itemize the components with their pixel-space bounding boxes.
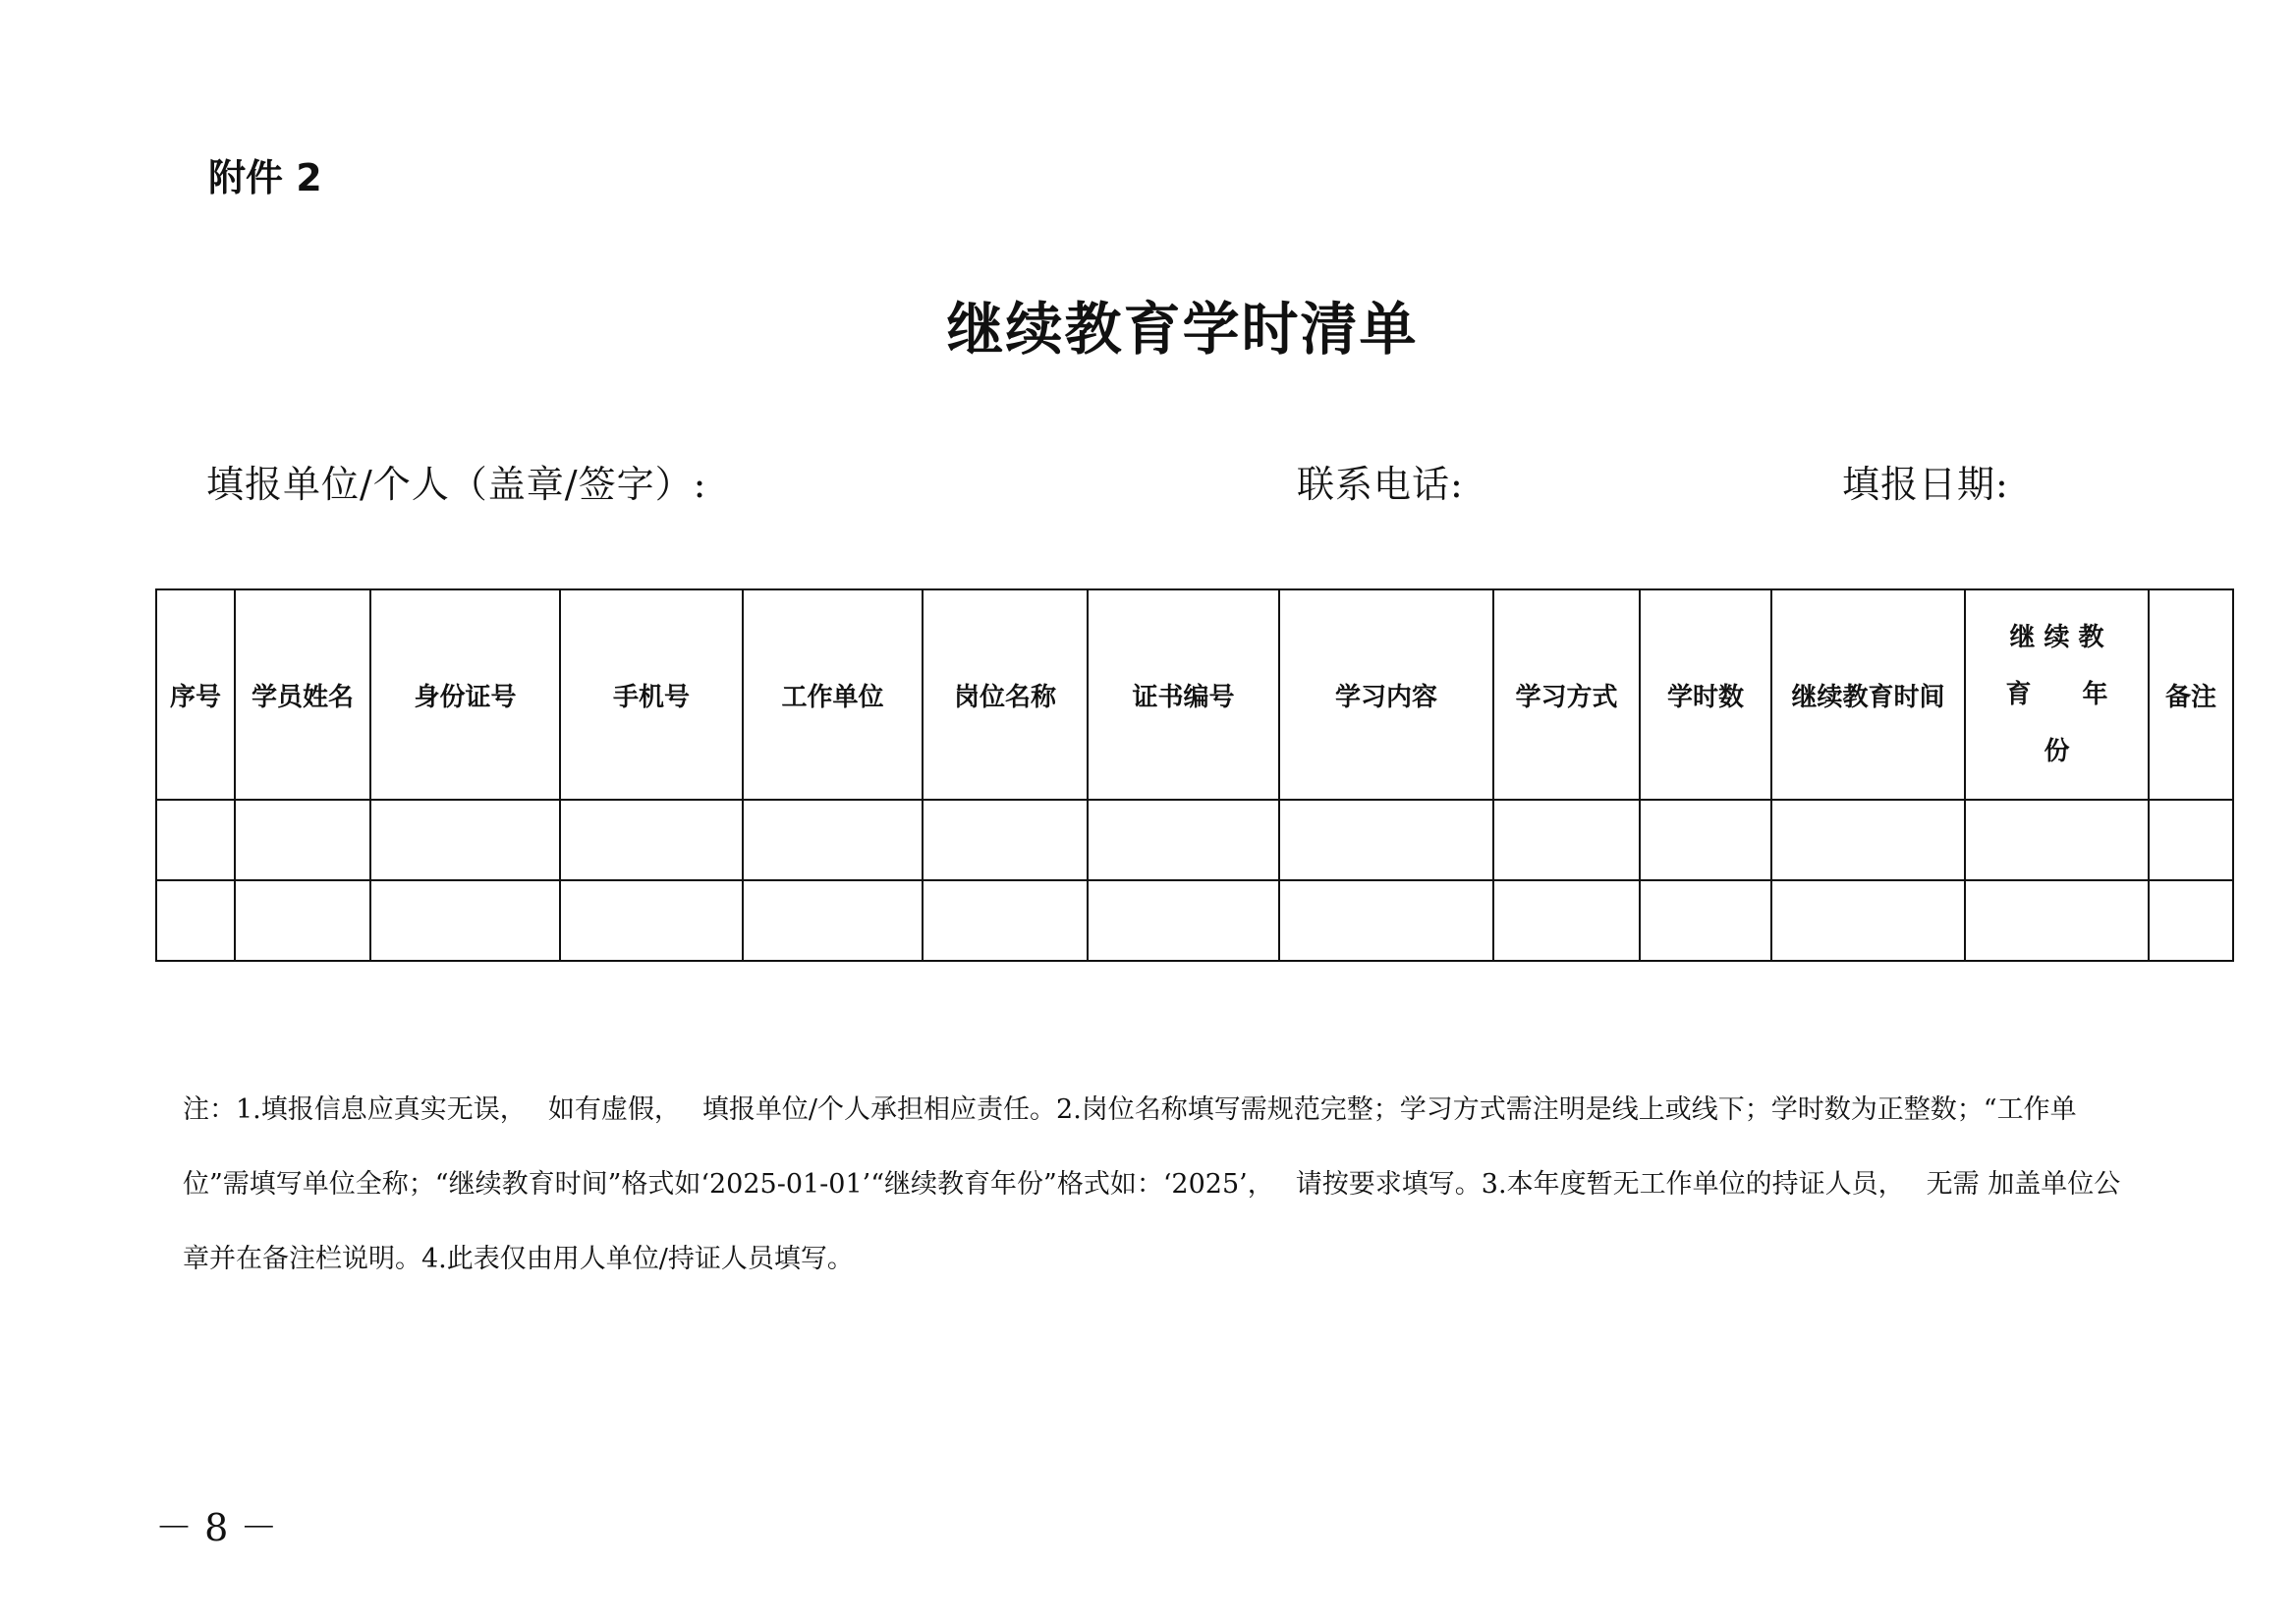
table-cell[interactable] <box>156 880 235 961</box>
col-header-education-time: 继续教育时间 <box>1771 589 1965 800</box>
table-cell[interactable] <box>1493 880 1640 961</box>
col-header-study-content: 学习内容 <box>1279 589 1493 800</box>
table-cell[interactable] <box>370 880 560 961</box>
table-cell[interactable] <box>1493 800 1640 880</box>
table-cell[interactable] <box>923 800 1088 880</box>
table-cell[interactable] <box>1965 800 2149 880</box>
table-cell[interactable] <box>743 800 923 880</box>
instructions-note: 注：1.填报信息应真实无误， 如有虚假， 填报单位/个人承担相应责任。2.岗位名称填写需规范完整；学习方式需注明是线上或线下；学时数为正整数；“工作单 位”需填写单位全称；“继续教育时间”格式如‘2025-01-01’“继续教育年份”格式如：‘2025’， 请按要求填写。3.本年度暂无工作单位的持证人员， 无需 加盖单位公章并在备注栏说明。4.此表仅由用人单位/持证人员填写。 <box>183 1094 2121 1274</box>
table-cell[interactable] <box>560 880 743 961</box>
col-header-employer: 工作单位 <box>743 589 923 800</box>
table-cell[interactable] <box>1640 880 1771 961</box>
col-header-study-mode: 学习方式 <box>1493 589 1640 800</box>
table-cell[interactable] <box>1279 880 1493 961</box>
table-cell[interactable] <box>2149 800 2233 880</box>
col-header-trainee-name: 学员姓名 <box>235 589 370 800</box>
table-row <box>156 800 2233 880</box>
table-cell[interactable] <box>743 880 923 961</box>
table-cell[interactable] <box>923 880 1088 961</box>
table-cell[interactable] <box>1640 800 1771 880</box>
table-cell[interactable] <box>1771 880 1965 961</box>
col-header-serial: 序号 <box>156 589 235 800</box>
page-title: 继续教育学时清单 <box>946 296 1419 363</box>
table-row <box>156 880 2233 961</box>
attachment-label: 附件 2 <box>208 156 322 199</box>
continuing-education-table <box>155 588 2234 962</box>
table-cell[interactable] <box>156 800 235 880</box>
table-header-row <box>156 589 2233 800</box>
col-header-remarks: 备注 <box>2149 589 2233 800</box>
col-header-education-year-line-3: 份 <box>2044 737 2070 766</box>
table-cell[interactable] <box>235 880 370 961</box>
table-cell[interactable] <box>2149 880 2233 961</box>
table-cell[interactable] <box>1771 800 1965 880</box>
table-cell[interactable] <box>1088 880 1279 961</box>
table-cell[interactable] <box>370 800 560 880</box>
col-header-id-number: 身份证号 <box>370 589 560 800</box>
page-number: － 8 － <box>155 1506 278 1549</box>
col-header-position: 岗位名称 <box>923 589 1088 800</box>
table-cell[interactable] <box>1965 880 2149 961</box>
unit-signature-label: 填报单位/个人（盖章/签字）: <box>206 463 707 506</box>
table-cell[interactable] <box>560 800 743 880</box>
table-cell[interactable] <box>235 800 370 880</box>
col-header-mobile: 手机号 <box>560 589 743 800</box>
col-header-education-year-line-2: 育 年 <box>2005 680 2108 709</box>
col-header-certificate-no: 证书编号 <box>1088 589 1279 800</box>
col-header-education-year-line-1: 继 续 教 <box>2009 623 2104 652</box>
table-cell[interactable] <box>1088 800 1279 880</box>
col-header-education-year <box>1965 589 2149 800</box>
report-date-label: 填报日期: <box>1842 463 2009 506</box>
col-header-hours: 学时数 <box>1640 589 1771 800</box>
table-cell[interactable] <box>1279 800 1493 880</box>
contact-phone-label: 联系电话: <box>1297 463 1464 506</box>
